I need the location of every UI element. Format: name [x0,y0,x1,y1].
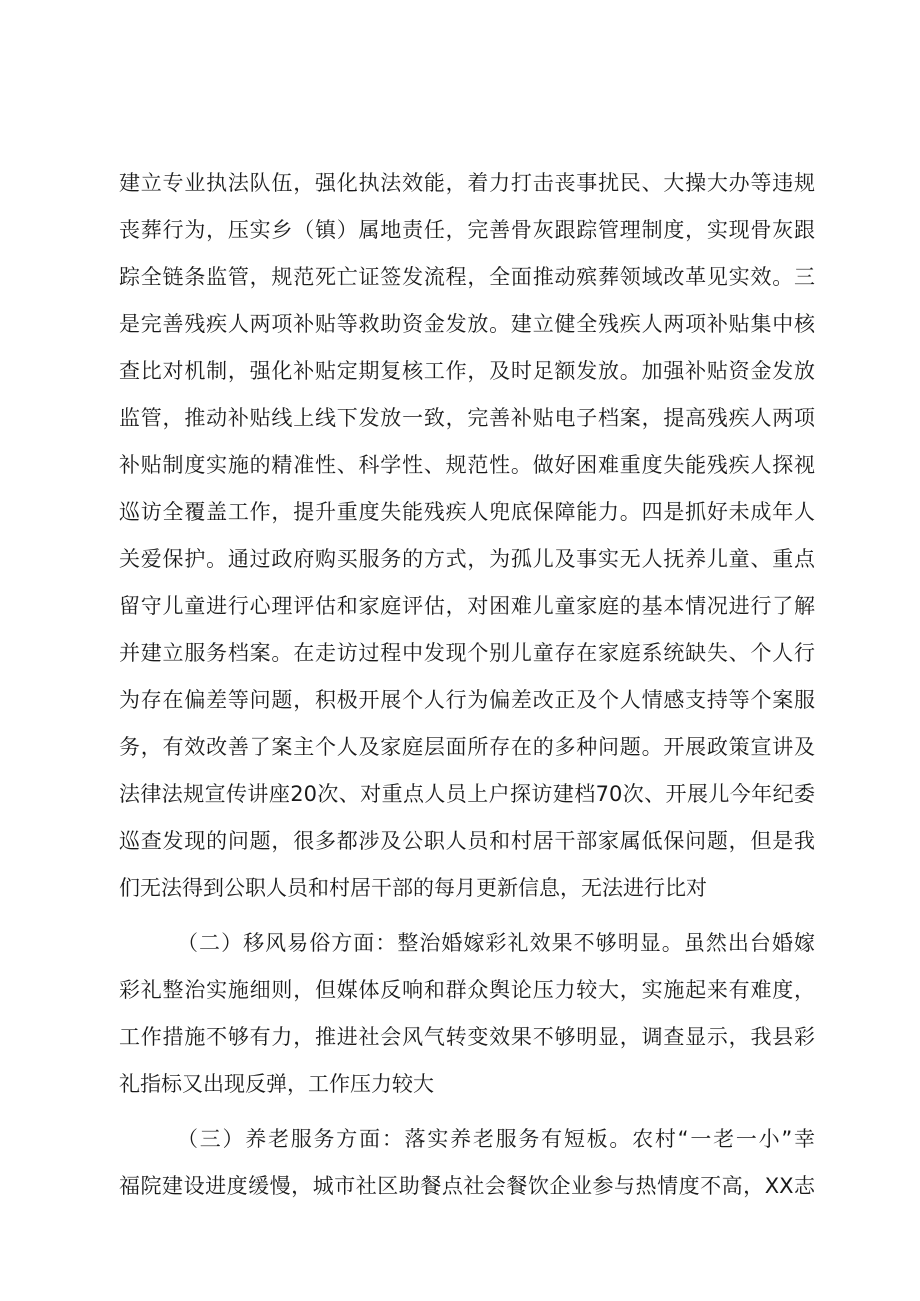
text-line: 是完善残疾人两项补贴等救助资金发放。建立健全残疾人两项补贴集中核 [119,312,815,336]
paragraph-civil-affairs [119,160,815,912]
text-line: 法律法规宣传讲座20次、对重点人员上户探访建档70次、开展儿今年纪委 [119,782,815,806]
text-line: 踪全链条监管，规范死亡证签发流程，全面推动殡葬领域改革见实效。三 [119,265,815,289]
paragraph-gap [119,912,815,920]
document-body [119,160,815,1210]
text-line: 务，有效改善了案主个人及家庭层面所存在的多种问题。开展政策宣讲及 [119,735,815,759]
text-line: 巡访全覆盖工作，提升重度失能残疾人兜底保障能力。四是抓好未成年人 [119,500,815,524]
text-line: 查比对机制，强化补贴定期复核工作，及时足额发放。加强补贴资金发放 [119,359,815,383]
text-line: 监管，推动补贴线上线下发放一致，完善补贴电子档案，提高残疾人两项 [119,406,815,430]
paragraph-elderly-services [119,1116,815,1210]
paragraph-customs-reform [119,920,815,1108]
text-line: 福院建设进度缓慢，城市社区助餐点社会餐饮企业参与热情度不高，XX志 [119,1174,815,1198]
text-line: 留守儿童进行心理评估和家庭评估，对困难儿童家庭的基本情况进行了解 [119,594,815,618]
text-line: 丧葬行为，压实乡（镇）属地责任，完善骨灰跟踪管理制度，实现骨灰跟 [119,218,815,242]
text-line: 巡查发现的问题，很多都涉及公职人员和村居干部家属低保问题，但是我 [119,829,815,853]
text-line: 补贴制度实施的精准性、科学性、规范性。做好困难重度失能残疾人探视 [119,453,815,477]
text-line: （二）移风易俗方面：整治婚嫁彩礼效果不够明显。虽然出台婚嫁 [177,931,815,955]
text-line: 关爱保护。通过政府购买服务的方式，为孤儿及事实无人抚养儿童、重点 [119,547,815,571]
text-line: 礼指标又出现反弹，工作压力较大 [119,1072,434,1096]
text-line: 为存在偏差等问题，积极开展个人行为偏差改正及个人情感支持等个案服 [119,688,815,712]
text-line: 彩礼整治实施细则，但媒体反响和群众舆论压力较大，实施起来有难度， [119,978,815,1002]
text-line: 工作措施不够有力，推进社会风气转变效果不够明显，调查显示，我县彩 [119,1025,815,1049]
text-line: （三）养老服务方面：落实养老服务有短板。农村“一老一小”幸 [177,1127,815,1151]
text-line: 建立专业执法队伍，强化执法效能，着力打击丧事扰民、大操大办等违规 [119,171,815,195]
paragraph-gap [119,1108,815,1116]
text-line: 并建立服务档案。在走访过程中发现个别儿童存在家庭系统缺失、个人行 [119,641,815,665]
text-line: 们无法得到公职人员和村居干部的每月更新信息，无法进行比对 [119,876,707,900]
